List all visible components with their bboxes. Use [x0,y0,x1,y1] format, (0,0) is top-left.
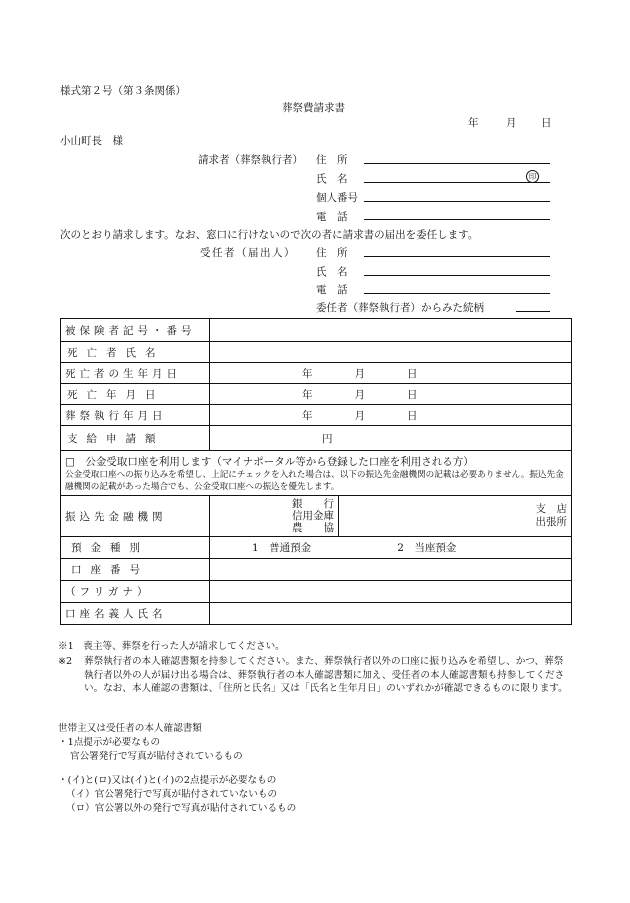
delegate-address-label: 住 所 [316,247,348,259]
addressee: 小山町長 様 [60,135,123,147]
seal-mark [526,170,539,183]
claimant-address-field[interactable] [364,163,550,164]
bank-type-nokyo: 農 協 [292,522,334,534]
deposit-type-field[interactable] [210,537,572,559]
claimant-phone-field[interactable] [364,219,550,220]
insured-number-label: 被保険者記号・番号 [65,324,196,337]
bank-label: 振込先金融機関 [65,510,167,523]
claimant-personal-no-label: 個人番号 [316,192,358,204]
claimant-address-label: 住 所 [316,154,348,166]
id-docs-one-point: ・1点提示が必要なもの [58,737,161,748]
delegate-relation-label: 委任者（葬祭執行者）からみた続柄 [316,302,484,314]
delegate-name-field[interactable] [364,275,550,276]
note-1-mark: ※1 [58,641,74,652]
delegate-heading: 受任者（届出人） [200,247,296,259]
day-label: 日 [407,409,418,422]
note-2 [58,655,570,696]
deceased-name-field[interactable] [210,342,572,363]
id-docs-heading: 世帯主又は受任者の本人確認書類 [58,723,202,734]
day-label: 日 [407,388,418,401]
table-row [61,451,572,496]
table-row [61,319,572,342]
delegate-address-field[interactable] [364,256,550,257]
page-title: 葬祭費請求書 [282,102,345,114]
account-number-label: 口座番号 [71,564,149,576]
delegate-relation-field[interactable] [516,311,550,312]
delegate-name-label: 氏 名 [316,266,348,278]
birthdate-field[interactable] [210,363,572,384]
table-row [61,405,572,426]
day-label: 日 [407,367,418,380]
deposit-option-current[interactable]: 2 当座預金 [397,542,457,554]
public-account-text: 公金受取口座を利用します（マイナポータル等から登録した口座を利用される方） [85,455,474,468]
amount-label: 支給申請額 [67,432,165,445]
id-docs-two-point: ・(イ)と(ロ)又は(イ)と(イ)の2点提示が必要なもの [58,775,277,786]
death-date-label: 死亡年月日 [67,388,165,401]
amount-field[interactable] [210,426,572,451]
seal-icon: 印 [526,170,539,183]
table-row [61,384,572,405]
note-2-mark: ※2 [58,656,73,667]
death-date-field[interactable] [210,384,572,405]
note-2-text: 葬祭執行者の本人確認書類を持参してください。また、葬祭執行者以外の口座に振り込みを希望し、かつ、葬祭執行者以外の人が届け出る場合は、葬祭執行者の本人確認書類に加え、受任者の本人確認書類も持参してください。なお、本人確認の書類は、「住所と氏名」又は「氏名と生年月日」のいずれかが確認できるものに限ります。 [84,656,568,694]
deposit-type-label: 預金種別 [71,542,149,554]
table-row [61,537,572,559]
yen-unit: 円 [322,432,333,445]
furigana-field[interactable] [210,581,572,603]
date-day-label: 日 [541,117,552,129]
table-row [61,496,572,537]
id-docs-i-item: （イ）官公署発行で写真が貼付されていないもの [66,789,278,800]
table-row [61,581,572,603]
account-holder-field[interactable] [210,603,572,625]
claimant-phone-label: 電 話 [316,211,348,223]
account-holder-label: 口座名義人氏名 [65,608,167,620]
table-row [61,426,572,451]
month-label: 月 [354,367,365,380]
funeral-date-field[interactable] [210,405,572,426]
date-year-label: 年 [468,117,479,129]
claim-table [60,318,572,625]
form-number: 様式第２号（第３条関係） [60,85,186,97]
id-docs-one-point-item: 官公署発行で写真が貼付されているもの [70,751,243,762]
deceased-name-label: 死亡者氏名 [67,346,165,359]
note-1 [58,640,570,654]
month-label: 月 [354,388,365,401]
bank-type-shinkin: 信用金庫 [292,510,334,522]
id-docs-ro-item: （ロ）官公署以外の発行で写真が貼付されているもの [66,803,297,814]
delegate-phone-label: 電 話 [316,284,348,296]
month-label: 月 [354,409,365,422]
account-number-field[interactable] [210,559,572,581]
branch-type-shuchojo: 出張所 [535,516,567,528]
branch-type-shiten: 支 店 [535,503,567,515]
delegate-phone-field[interactable] [364,293,550,294]
year-label: 年 [302,388,313,401]
delegation-text: 次のとおり請求します。なお、窓口に行けないので次の者に請求書の届出を委任します。 [60,229,479,241]
deposit-option-ordinary[interactable]: 1 普通預金 [252,542,312,554]
note-1-text: 喪主等、葬祭を行った人が請求してください。 [83,641,285,652]
bank-type-bank: 銀 行 [292,498,334,510]
date-month-label: 月 [506,117,517,129]
public-account-checkbox[interactable]: □ [65,455,75,468]
birthdate-label: 死亡者の生年月日 [65,367,181,380]
claimant-heading: 請求者（葬祭執行者） [198,154,303,166]
table-row [61,559,572,581]
claimant-name-field[interactable] [364,182,550,183]
bank-name-field[interactable] [210,496,339,537]
public-account-note: 公金受取口座への振り込みを希望し、上記にチェックを入れた場合は、以下の振込先金融機関の記載は必要ありません。振込先金融機関の記載があった場合でも、公金受取口座への振込を優先します。 [65,469,564,492]
insured-number-field[interactable] [210,319,572,342]
table-row [61,342,572,363]
furigana-label: （フリガナ） [65,586,152,598]
claimant-name-label: 氏 名 [316,173,348,185]
branch-name-field[interactable] [339,496,572,537]
table-row [61,363,572,384]
year-label: 年 [302,409,313,422]
funeral-date-label: 葬祭執行年月日 [65,409,167,422]
year-label: 年 [302,367,313,380]
table-row [61,603,572,625]
claimant-personal-no-field[interactable] [364,201,550,202]
